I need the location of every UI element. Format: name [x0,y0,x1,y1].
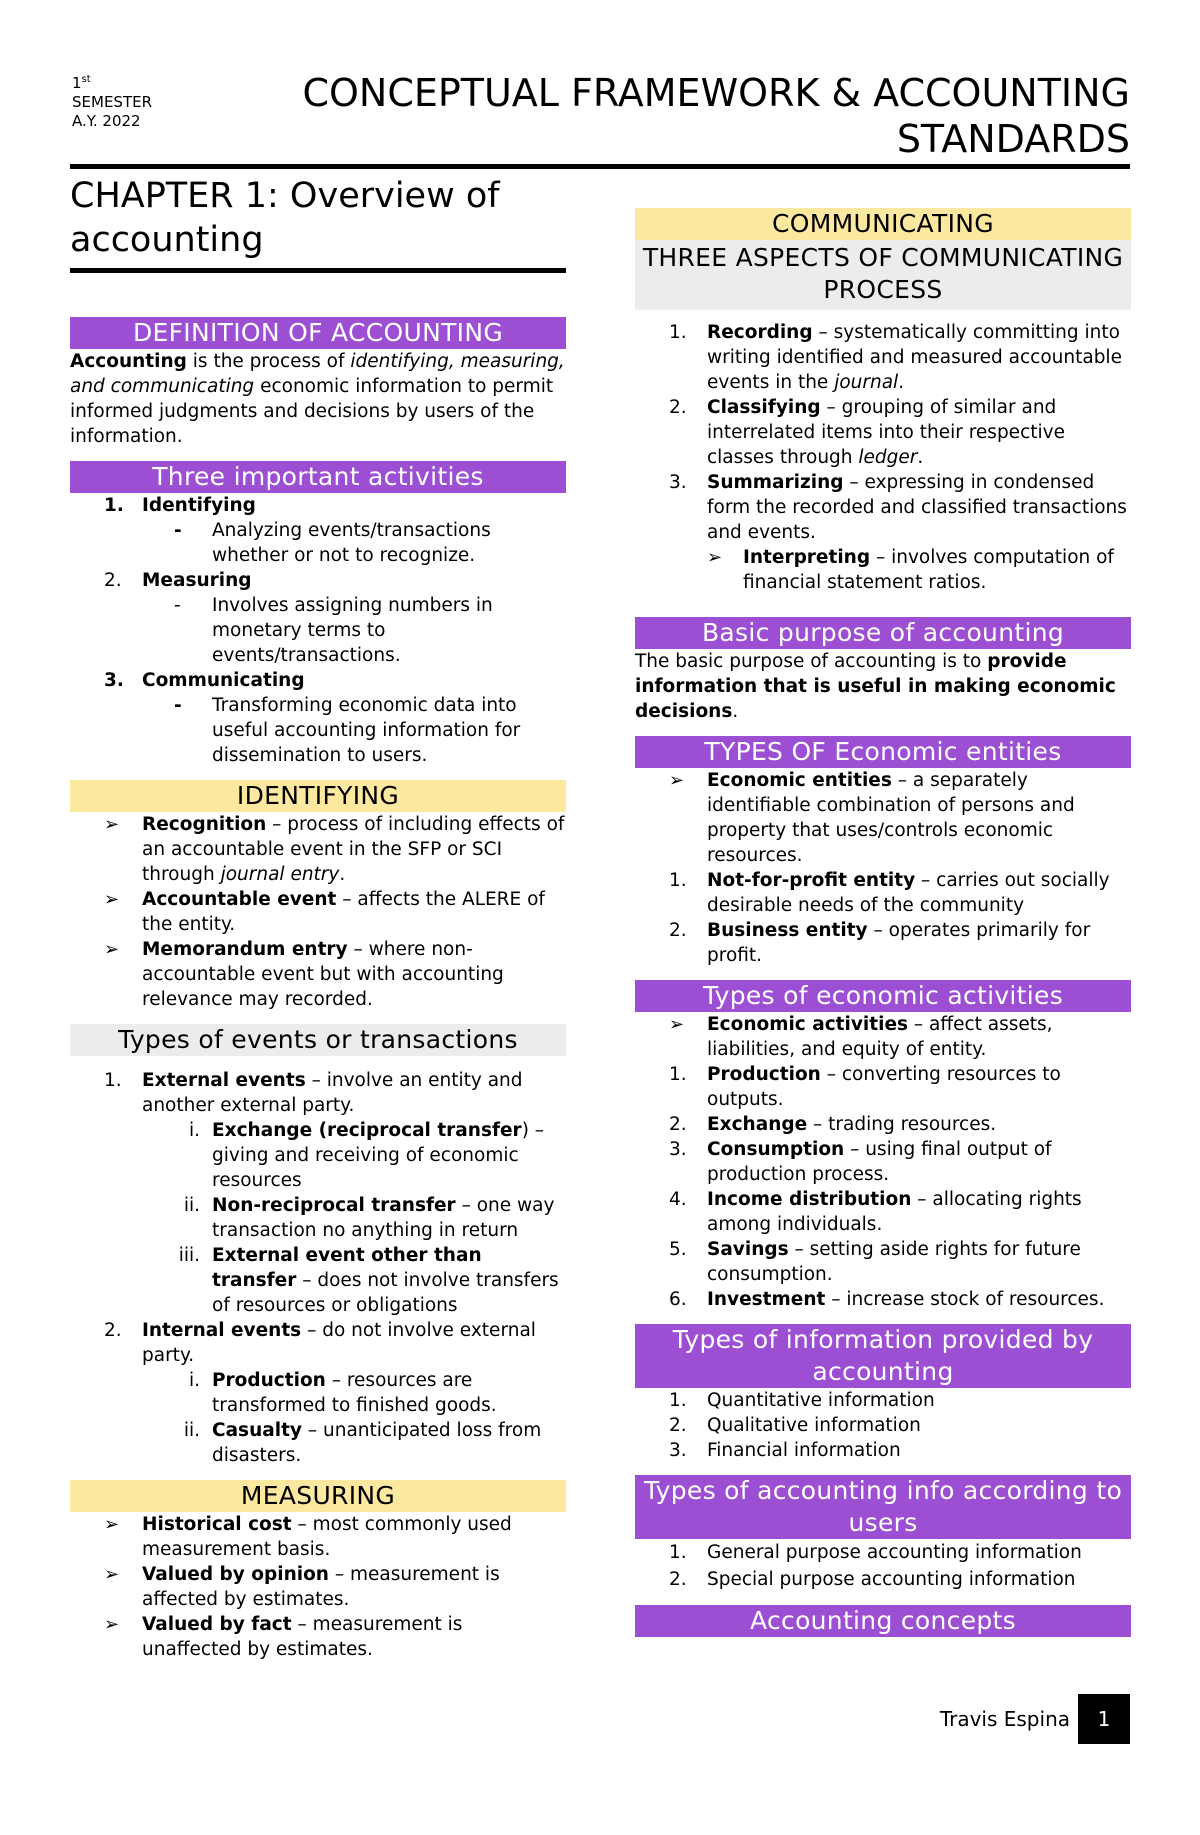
list-item: 6. Investment – increase stock of resources. [669,1289,1105,1310]
arrow-bullet-icon: ➢ [707,547,723,568]
definition-text: Accounting is the process of identifying, measuring, and communicating economic information to permit informed judgments and decisions by users of the information. [70,351,565,447]
communicating-list [635,320,1131,595]
list-item: ➢ Accountable event – affects the ALERE of the entity. [104,889,545,935]
chapter-title: CHAPTER 1: Overview of accounting [70,176,500,260]
list-item: ➢ Economic entities – a separately identifiable combination of persons and property that uses/controls economic resources. [669,770,1075,866]
identifying-heading: IDENTIFYING [70,780,566,812]
identifying-list [70,812,566,1012]
list-item: ➢ Interpreting – involves computation of financial statement ratios. [707,547,1114,593]
semester-label: 1st SEMESTER A.Y. 2022 [72,74,153,130]
activities-list [70,493,566,768]
list-item: - Analyzing events/transactions whether or not to recognize. [174,520,491,566]
list-item: 2. Classifying – grouping of similar and interrelated items into their respective classes through ledger. [669,397,1065,468]
purpose-heading: Basic purpose of accounting [635,617,1131,649]
list-item: 1. Not-for-profit entity – carries out socially desirable needs of the community [669,870,1110,916]
list-item: - Transforming economic data into useful accounting information for dissemination to users. [174,695,521,766]
list-item: ii. Non-reciprocal transfer – one way transaction no anything in return [183,1195,555,1241]
economic-activities-heading: Types of economic activities [635,980,1131,1012]
list-item: ➢ Recognition – process of including effects of an accountable event in the SFP or SCI through journal entry. [104,814,565,885]
left-column [70,170,566,1662]
list-item: 2. Business entity – operates primarily for profit. [669,920,1091,966]
list-item: 3. Communicating [104,670,305,691]
arrow-bullet-icon: ➢ [104,1614,120,1635]
list-item: 2. Measuring [104,570,252,591]
right-column [635,170,1131,1637]
measuring-list [70,1512,566,1662]
list-item: 1. Production – converting resources to outputs. [669,1064,1061,1110]
list-item: ➢ Valued by fact – measurement is unaffected by estimates. [104,1614,463,1660]
list-item: 1. Recording – systematically committing into writing identified and measured accountable events in the journal. [669,322,1122,393]
list-item: 3. Summarizing – expressing in condensed form the recorded and classified transactions and events. [669,472,1127,543]
list-item: 3. Consumption – using final output of production process. [669,1139,1052,1185]
users-list [635,1539,1131,1593]
entities-list [635,768,1131,968]
list-item: iii. External event other than transfer – does not involve transfers of resources or obligations [178,1245,559,1316]
list-item: i. Exchange (reciprocal transfer) – giving and receiving of economic resources [188,1120,545,1191]
list-item: ➢ Economic activities – affect assets, liabilities, and equity of entity. [669,1014,1053,1060]
arrow-bullet-icon: ➢ [104,814,120,835]
communicating-subheading: THREE ASPECTS OF COMMUNICATING PROCESS [635,240,1131,310]
list-item: ii. Casualty – unanticipated loss from disasters. [183,1420,542,1466]
list-item: 1. External events – involve an entity and another external party. [104,1070,523,1116]
list-item: 1. Quantitative information [669,1390,935,1411]
list-item: ➢ Historical cost – most commonly used measurement basis. [104,1514,512,1560]
arrow-bullet-icon: ➢ [104,1564,120,1585]
arrow-bullet-icon: ➢ [669,1014,685,1035]
list-item: i. Production – resources are transformed to finished goods. [188,1370,497,1416]
list-item: 3. Financial information [669,1440,901,1461]
author-name: Travis Espina [939,1707,1070,1731]
definition-heading: DEFINITION OF ACCOUNTING [70,317,566,349]
list-item: ➢ Memorandum entry – where non-accountable event but with accounting relevance may recorded. [104,939,504,1010]
header-rule [70,164,1130,169]
entities-heading: TYPES OF Economic entities [635,736,1131,768]
events-heading: Types of events or transactions [70,1024,566,1056]
information-types-list [635,1388,1131,1463]
arrow-bullet-icon: ➢ [104,889,120,910]
arrow-bullet-icon: ➢ [104,939,120,960]
document-title: CONCEPTUAL FRAMEWORK & ACCOUNTING STANDARDS [302,71,1130,161]
economic-activities-list [635,1012,1131,1312]
users-heading: Types of accounting info according to users [635,1475,1131,1539]
activities-heading: Three important activities [70,461,566,493]
list-item: 1. General purpose accounting information [669,1542,1082,1563]
arrow-bullet-icon: ➢ [669,770,685,791]
measuring-heading: MEASURING [70,1480,566,1512]
information-types-heading: Types of information provided by accounting [635,1324,1131,1388]
list-item: 5. Savings – setting aside rights for future consumption. [669,1239,1081,1285]
list-item: 1. Identifying [104,495,256,516]
list-item: - Involves assigning numbers in monetary terms to events/transactions. [174,595,493,666]
list-item: 2. Qualitative information [669,1415,921,1436]
list-item: 2. Exchange – trading resources. [669,1114,997,1135]
list-item: ➢ Valued by opinion – measurement is affected by estimates. [104,1564,500,1610]
events-list [70,1068,566,1468]
list-item: 2. Special purpose accounting information [669,1569,1076,1590]
page-number: 1 [1078,1694,1130,1744]
communicating-heading: COMMUNICATING [635,208,1131,240]
arrow-bullet-icon: ➢ [104,1514,120,1535]
list-item: 2. Internal events – do not involve external party. [104,1320,536,1366]
list-item: 4. Income distribution – allocating rights among individuals. [669,1189,1082,1235]
purpose-text: The basic purpose of accounting is to provide information that is useful in making economic decisions. [635,651,1116,722]
concepts-heading: Accounting concepts [635,1605,1131,1637]
